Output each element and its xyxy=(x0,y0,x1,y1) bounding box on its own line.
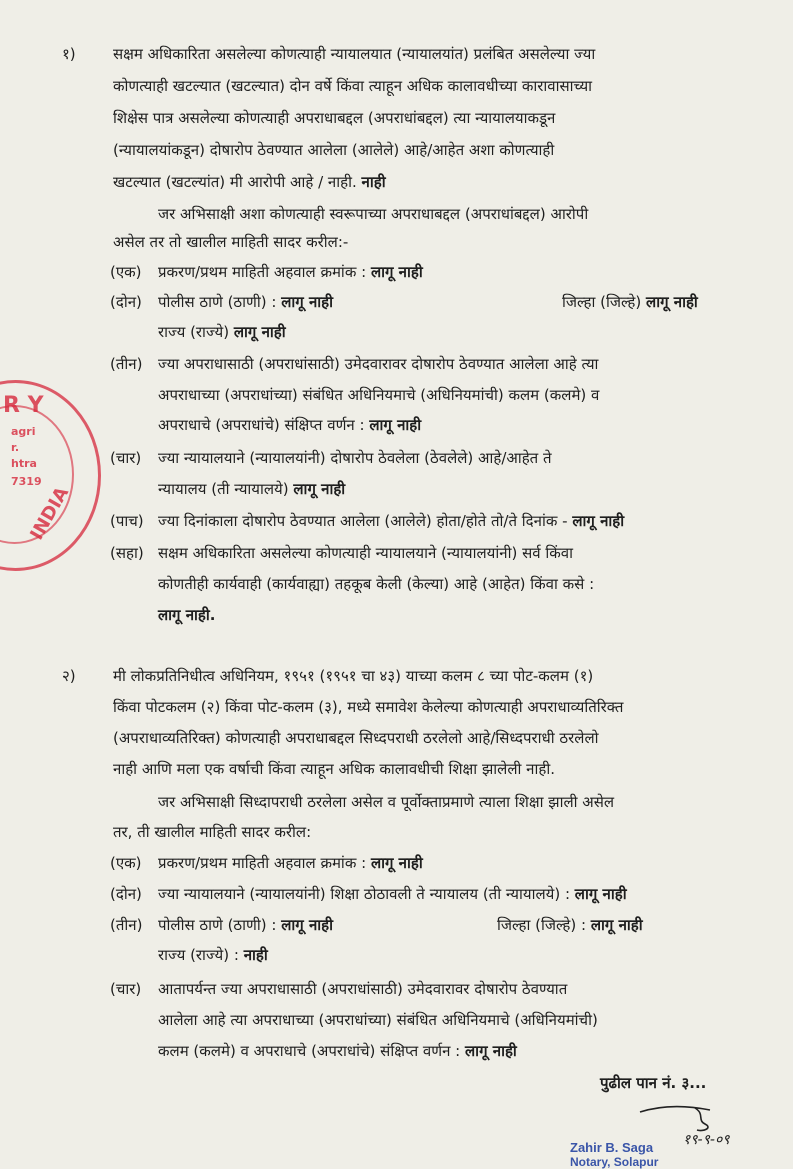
section1-line: सक्षम अधिकारिता असलेल्या कोणत्याही न्यायालयात (न्यायालयांत) प्रलंबित असलेल्या ज्या xyxy=(113,45,596,63)
item-saha-line: सक्षम अधिकारिता असलेल्या कोणत्याही न्यायालयाने (न्यायालयांनी) सर्व किंवा xyxy=(158,544,573,562)
s2-item-teen-district: जिल्हा (जिल्हे) : लागू नाही xyxy=(497,916,643,934)
notary-name: Zahir B. Saga xyxy=(570,1140,654,1155)
section2-line: किंवा पोटकलम (२) किंवा पोट-कलम (३), मध्ये समावेश केलेल्या कोणत्याही अपराधाव्यतिरिक्त xyxy=(113,698,624,716)
section1-intro: असेल तर तो खालील माहिती सादर करील:- xyxy=(113,233,349,251)
item-ek: प्रकरण/प्रथम माहिती अहवाल क्रमांक : लागू नाही xyxy=(158,263,423,281)
notary-place: Notary, Solapur xyxy=(570,1155,659,1169)
section1-line: कोणत्याही खटल्यात (खटल्यात) दोन वर्षे किंवा त्याहून अधिक कालावधीच्या कारावासाच्या xyxy=(113,77,593,95)
seal-letters: R Y xyxy=(3,393,44,418)
s2-item-char-line: कलम (कलमे) व अपराधाचे (अपराधांचे) संक्षिप्त वर्णन : लागू नाही xyxy=(158,1042,517,1060)
item-don-state: राज्य (राज्ये) लागू नाही xyxy=(158,323,286,341)
section2-line: नाही आणि मला एक वर्षाची किंवा त्याहून अधिक कालावधीची शिक्षा झालेली नाही. xyxy=(113,760,555,778)
item-label: (दोन) xyxy=(110,293,142,311)
s2-item-ek: प्रकरण/प्रथम माहिती अहवाल क्रमांक : लागू नाही xyxy=(158,854,423,872)
section2-intro: जर अभिसाक्षी सिध्दापराधी ठरलेला असेल व पूर्वोक्ताप्रमाणे त्याला शिक्षा झाली असेल xyxy=(158,793,615,811)
notary-seal: R Y INDIA agri r. htra 7319 xyxy=(0,380,101,571)
item-label: (तीन) xyxy=(110,355,143,373)
item-teen-line: अपराधाच्या (अपराधांच्या) संबंधित अधिनियमाचे (अधिनियमांची) कलम (कलमे) व xyxy=(158,386,600,404)
section2-intro: तर, ती खालील माहिती सादर करील: xyxy=(113,823,312,841)
item-label: (एक) xyxy=(110,263,142,281)
s2-item-don: ज्या न्यायालयाने (न्यायालयांनी) शिक्षा ठोठावली ते न्यायालय (ती न्यायालये) : लागू नाही xyxy=(158,885,627,903)
item-label: (दोन) xyxy=(110,885,142,903)
section1-intro: जर अभिसाक्षी अशा कोणत्याही स्वरूपाच्या अपराधाबद्दल (अपराधांबद्दल) आरोपी xyxy=(158,205,589,223)
item-label: (पाच) xyxy=(110,512,144,530)
item-char-line: ज्या न्यायालयाने (न्यायालयांनी) दोषारोप ठेवलेला (ठेवलेले) आहे/आहेत ते xyxy=(158,449,552,467)
item-teen-line: ज्या अपराधासाठी (अपराधांसाठी) उमेदवारावर दोषारोप ठेवण्यात आलेला आहे त्या xyxy=(158,355,599,373)
next-page-note: पुढील पान नं. ३... xyxy=(600,1074,707,1092)
item-label: (चार) xyxy=(110,980,142,998)
section1-number: १) xyxy=(62,45,76,63)
seal-country: INDIA xyxy=(26,483,74,544)
item-label: (एक) xyxy=(110,854,142,872)
s2-item-teen-state: राज्य (राज्ये) : नाही xyxy=(158,946,268,964)
s2-item-char-line: आतापर्यन्त ज्या अपराधासाठी (अपराधांसाठी) उमेदवारावर दोषारोप ठेवण्यात xyxy=(158,980,568,998)
section2-number: २) xyxy=(62,667,76,685)
signature-date: १९-९-०९ xyxy=(683,1132,730,1148)
section1-answer: नाही xyxy=(361,173,386,191)
item-saha-answer: लागू नाही. xyxy=(158,606,216,624)
s2-item-char-line: आलेला आहे त्या अपराधाच्या (अपराधांच्या) संबंधित अधिनियमाचे (अधिनियमांची) xyxy=(158,1011,598,1029)
s2-item-teen: पोलीस ठाणे (ठाणी) : लागू नाही xyxy=(158,916,334,934)
item-label: (चार) xyxy=(110,449,142,467)
item-don-district: जिल्हा (जिल्हे) लागू नाही xyxy=(562,293,698,311)
section2-line: (अपराधाव्यतिरिक्त) कोणत्याही अपराधाबद्दल सिध्दपराधी ठरलेलो आहे/सिध्दपराधी ठरलेलो xyxy=(113,729,599,747)
section1-line: शिक्षेस पात्र असलेल्या कोणत्याही अपराधाबद्दल (अपराधांबद्दल) त्या न्यायालयाकडून xyxy=(113,109,556,127)
item-saha-line: कोणतीही कार्यवाही (कार्यवाह्या) तहकूब केली (केल्या) आहे (आहेत) किंवा कसे : xyxy=(158,575,595,593)
item-char-line: न्यायालय (ती न्यायालये) लागू नाही xyxy=(158,480,346,498)
section1-last-line: खटल्यात (खटल्यांत) मी आरोपी आहे / नाही. नाही xyxy=(113,173,386,191)
section2-line: मी लोकप्रतिनिधीत्व अधिनियम, १९५१ (१९५१ चा ४३) याच्या कलम ८ च्या पोट-कलम (१) xyxy=(113,667,594,685)
item-teen-line: अपराधाचे (अपराधांचे) संक्षिप्त वर्णन : लागू नाही xyxy=(158,416,422,434)
item-label: (तीन) xyxy=(110,916,143,934)
item-label: (सहा) xyxy=(110,544,144,562)
section1-line: (न्यायालयांकडून) दोषारोप ठेवण्यात आलेला (आलेले) आहे/आहेत अशा कोणत्याही xyxy=(113,141,555,159)
item-pach: ज्या दिनांकाला दोषारोप ठेवण्यात आलेला (आलेले) होता/होते तो/ते दिनांक - लागू नाही xyxy=(158,512,625,530)
item-don: पोलीस ठाणे (ठाणी) : लागू नाही xyxy=(158,293,334,311)
